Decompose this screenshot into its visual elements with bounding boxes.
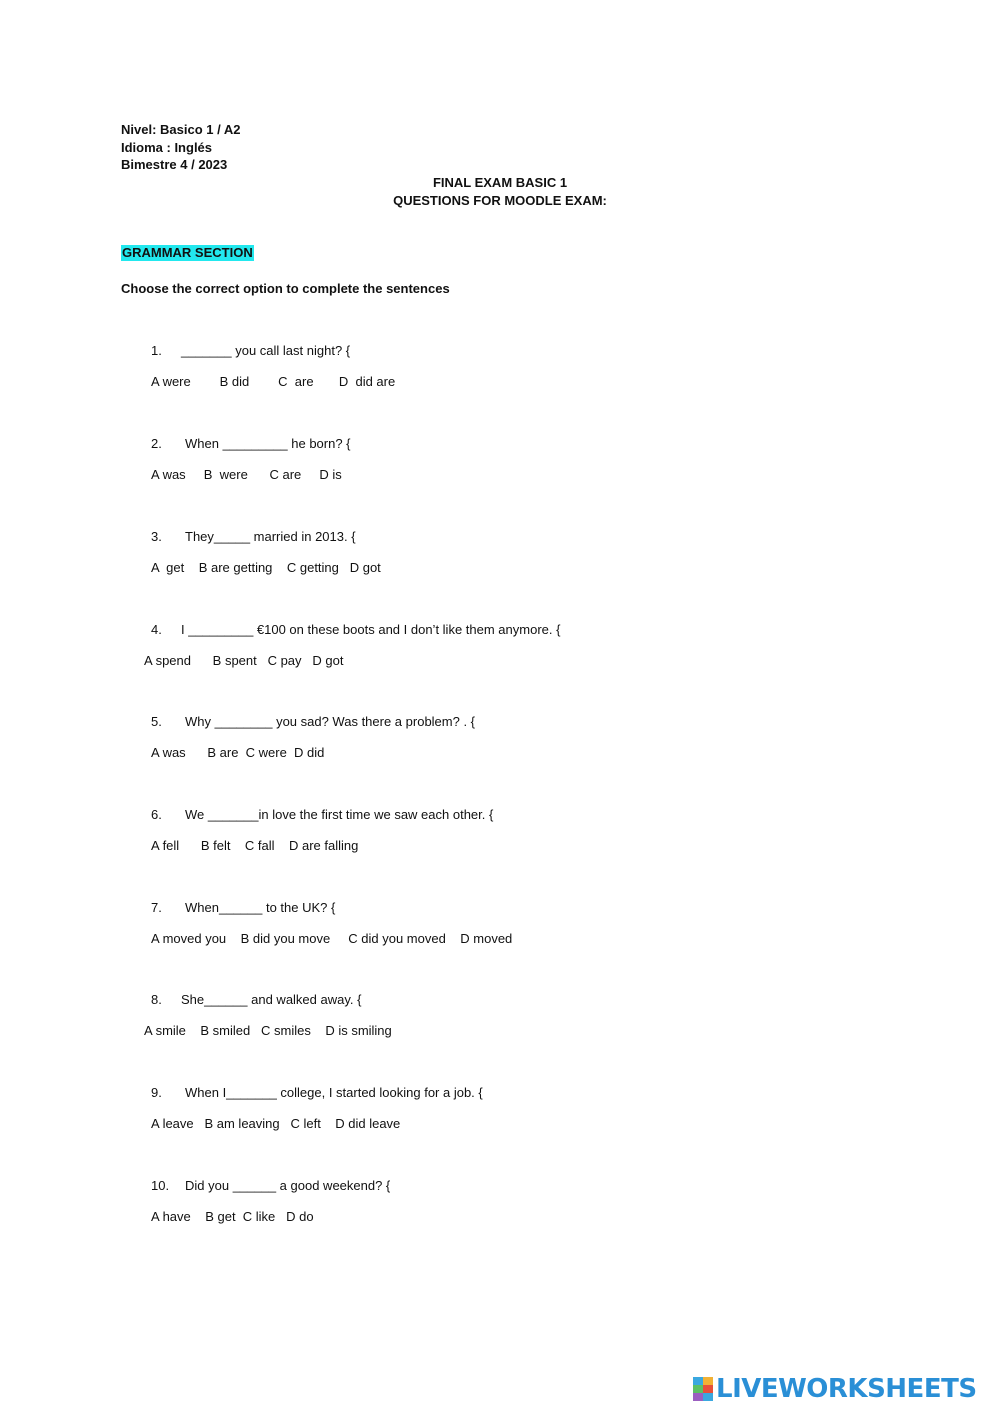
exam-titles <box>0 174 1000 209</box>
question-3-options: A get B are getting C getting D got <box>151 560 381 575</box>
question-1 <box>151 343 350 359</box>
question-2 <box>151 436 351 452</box>
section-heading: GRAMMAR SECTION <box>122 245 253 260</box>
question-text: When _________ he born? { <box>185 436 351 451</box>
question-1-options: A were B did C are D did are <box>151 374 396 389</box>
liveworksheets-wordmark: LIVEWORKSHEETS <box>716 1374 977 1404</box>
question-text: Why ________ you sad? Was there a problem? . { <box>185 714 476 729</box>
exam-title: FINAL EXAM BASIC 1 <box>432 175 568 190</box>
question-8-options: A smile B smiled C smiles D is smiling <box>144 1023 392 1038</box>
question-number: 1. <box>151 343 162 358</box>
question-4 <box>151 622 560 638</box>
question-9-options: A leave B am leaving C left D did leave <box>151 1116 401 1131</box>
language-label: Idioma : Inglés <box>121 139 213 155</box>
header-meta <box>121 121 240 174</box>
question-10-options: A have B get C like D do <box>151 1209 314 1224</box>
question-number: 4. <box>151 622 162 637</box>
question-text: I _________ €100 on these boots and I don’t like them anymore. { <box>181 622 561 637</box>
question-7-options: A moved you B did you move C did you moved D moved <box>151 931 513 946</box>
exam-subtitle: QUESTIONS FOR MOODLE EXAM: <box>393 192 607 208</box>
instructions: Choose the correct option to complete the sentences <box>121 281 450 296</box>
question-number: 3. <box>151 529 162 544</box>
question-number: 6. <box>151 807 162 822</box>
question-5-options: A was B are C were D did <box>151 745 325 760</box>
question-6-options: A fell B felt C fall D are falling <box>151 838 359 853</box>
question-number: 9. <box>151 1085 162 1100</box>
question-text: We _______in love the first time we saw each other. { <box>185 807 494 822</box>
question-text: When______ to the UK? { <box>185 900 336 915</box>
liveworksheets-icon <box>693 1377 713 1401</box>
question-5 <box>151 714 475 730</box>
question-4-options: A spend B spent C pay D got <box>144 653 344 668</box>
term-label: Bimestre 4 / 2023 <box>121 157 228 172</box>
question-text: Did you ______ a good weekend? { <box>185 1178 391 1193</box>
question-text: She______ and walked away. { <box>181 992 362 1007</box>
question-2-options: A was B were C are D is <box>151 467 342 482</box>
question-number: 7. <box>151 900 162 915</box>
question-number: 5. <box>151 714 162 729</box>
liveworksheets-logo <box>693 1374 977 1404</box>
question-number: 10. <box>151 1178 170 1193</box>
question-text: _______ you call last night? { <box>181 343 351 358</box>
question-6 <box>151 807 493 823</box>
question-8 <box>151 992 361 1008</box>
question-10 <box>151 1178 390 1194</box>
question-text: They_____ married in 2013. { <box>185 529 356 544</box>
question-7 <box>151 900 335 916</box>
question-text: When I_______ college, I started looking for a job. { <box>185 1085 483 1100</box>
question-number: 2. <box>151 436 162 451</box>
level-label: Nivel: Basico 1 / A2 <box>121 122 241 137</box>
question-number: 8. <box>151 992 162 1007</box>
question-9 <box>151 1085 483 1101</box>
question-3 <box>151 529 356 545</box>
